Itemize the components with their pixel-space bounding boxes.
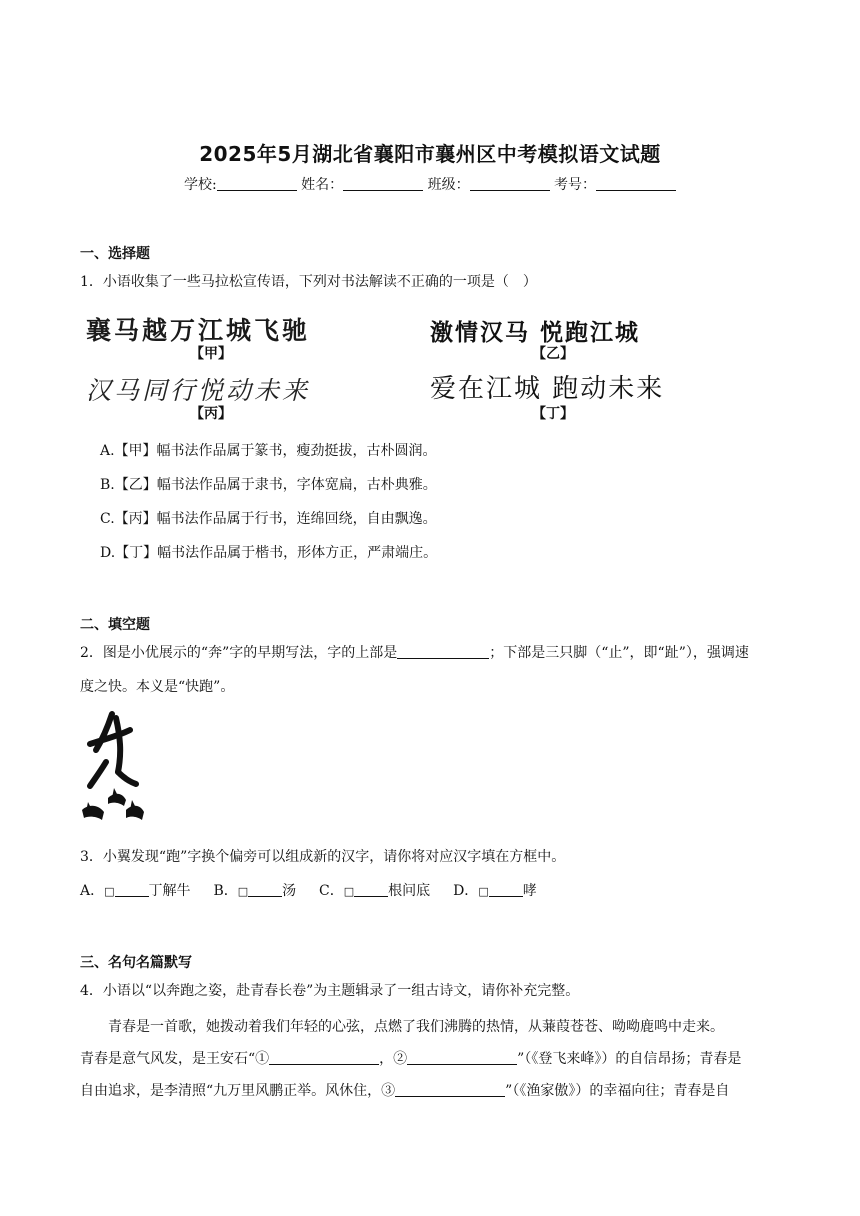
q3-option-d-rest: 哮 (522, 883, 537, 899)
student-info-line (0, 174, 860, 194)
q3-option-c-rest: 根问底 (388, 883, 431, 899)
q4-text-3a: 自由追求，是李清照“九万里风鹏正举。风休住，③ (80, 1083, 396, 1099)
calligraphy-yi-label: 【乙】 (532, 346, 574, 362)
question-2-text-b: ；下部是三只脚（“止”，即“趾”），强调速 (489, 645, 749, 661)
name-blank[interactable] (343, 176, 423, 191)
calligraphy-jia-label: 【甲】 (190, 346, 232, 362)
question-4-stem: 4．小语以“以奔跑之姿，赴青春长卷”为主题辑录了一组古诗文，请你补充完整。 (80, 983, 580, 999)
q3-option-a-letter: A． (80, 883, 105, 899)
calligraphy-ding-image: 爱在江城 跑动未来 (430, 374, 665, 404)
calligraphy-jia-image: 襄马越万江城飞驰 (86, 316, 311, 345)
q3-option-a-blank[interactable] (115, 882, 149, 897)
page-title: 2025年5月湖北省襄阳市襄州区中考模拟语文试题 (199, 142, 661, 166)
q3-option-d-letter: D． (453, 883, 479, 899)
q3-option-d-blank[interactable] (489, 882, 523, 897)
q4-blank-1[interactable] (269, 1050, 379, 1065)
school-blank[interactable] (217, 176, 297, 191)
calligraphy-bing-label: 【丙】 (190, 406, 232, 422)
ancient-ben-character-image (78, 706, 150, 828)
question-4-paragraph-line3 (80, 1080, 729, 1100)
calligraphy-ding-label: 【丁】 (532, 406, 574, 422)
exam-no-label: 考号： (554, 177, 597, 193)
q4-text-2c: ”（《登飞来峰》）的自信昂扬；青春是 (517, 1051, 742, 1067)
question-3-stem: 3．小翼发现“跑”字换个偏旁可以组成新的汉字，请你将对应汉字填在方框中。 (80, 849, 566, 865)
question-3-options (80, 880, 537, 900)
q3-option-d-box[interactable]: □ (478, 885, 489, 898)
section-heading-choice: 一、选择题 (80, 246, 150, 262)
question-2-text-a: 2．图是小优展示的“奔”字的早期写法，字的上部是 (80, 645, 398, 661)
q3-option-b-box[interactable]: □ (237, 885, 249, 898)
option-a: A.【甲】幅书法作品属于篆书，瘦劲挺拔，古朴圆润。 (100, 443, 437, 459)
section-heading-fill: 二、填空题 (80, 617, 150, 633)
q4-text-3b: ”（《渔家傲》）的幸福向往；青春是自 (505, 1083, 730, 1099)
question-4-paragraph-line2 (80, 1048, 741, 1068)
q3-option-a-box[interactable]: □ (104, 885, 115, 898)
option-d: D.【丁】幅书法作品属于楷书，形体方正，严肃端庄。 (100, 545, 438, 561)
school-label: 学校: (183, 177, 217, 193)
calligraphy-bing-image: 汉马同行悦动未来 (86, 376, 311, 405)
question-2-line1 (80, 642, 749, 662)
q4-blank-3[interactable] (395, 1082, 505, 1097)
calligraphy-yi-image: 激情汉马 悦跑江城 (430, 320, 641, 346)
exam-no-blank[interactable] (596, 176, 676, 191)
q3-option-b-blank[interactable] (248, 882, 282, 897)
option-b: B.【乙】幅书法作品属于隶书，字体宽扁，古朴典雅。 (100, 477, 437, 493)
q4-text-2a: 青春是意气风发，是王安石“① (80, 1051, 270, 1067)
question-2-line2: 度之快。本义是“快跑”。 (80, 679, 235, 695)
section-heading-recitation: 三、名句名篇默写 (80, 955, 192, 971)
q4-text-2b: ，② (379, 1051, 408, 1067)
q3-option-c-blank[interactable] (354, 882, 388, 897)
question-1-stem: 1．小语收集了一些马拉松宣传语，下列对书法解读不正确的一项是（ ） (80, 274, 537, 290)
q3-option-c-letter: C． (319, 883, 344, 899)
question-2-answer-blank[interactable] (397, 644, 489, 659)
class-blank[interactable] (470, 176, 550, 191)
q3-option-a-rest: 丁解牛 (148, 883, 191, 899)
q3-option-c-box[interactable]: □ (343, 885, 355, 898)
q3-option-b-letter: B． (213, 883, 238, 899)
class-label: 班级： (427, 177, 470, 193)
option-c: C.【丙】幅书法作品属于行书，连绵回绕，自由飘逸。 (100, 511, 437, 527)
q3-option-b-rest: 汤 (282, 883, 297, 899)
name-label: 姓名： (301, 177, 344, 193)
question-4-paragraph-line1: 青春是一首歌，她拨动着我们年轻的心弦，点燃了我们沸腾的热情，从蒹葭苍苍、呦呦鹿鸣中走来。 (108, 1019, 724, 1035)
q4-blank-2[interactable] (407, 1050, 517, 1065)
